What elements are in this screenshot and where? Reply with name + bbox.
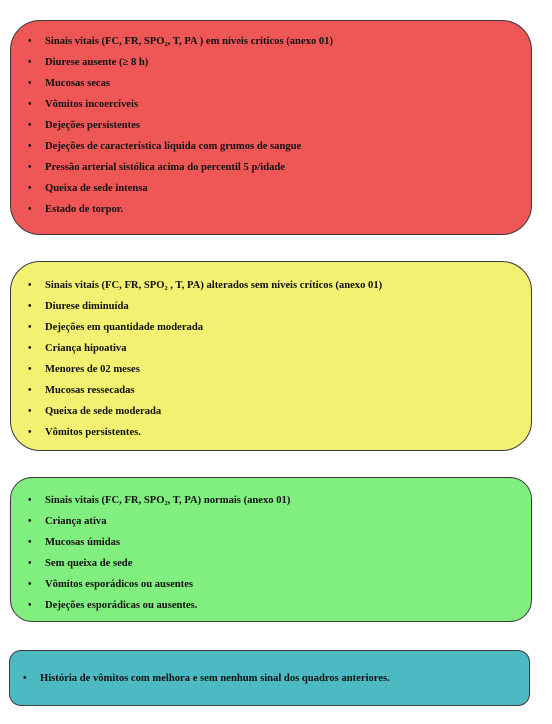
criteria-text: Pressão arterial sistólica acima do percentil 5 p/idade: [45, 162, 285, 173]
bullet-icon: •: [28, 537, 32, 548]
criteria-text: Sinais vitais (FC, FR, SPO₂ , T, PA) alterados sem níveis críticos (anexo 01): [45, 280, 383, 291]
criteria-text: Dejeções esporádicas ou ausentes.: [45, 600, 198, 611]
bullet-icon: •: [28, 301, 32, 312]
criteria-text: Mucosas secas: [45, 78, 111, 89]
criteria-text: Vômitos persistentes.: [45, 427, 141, 438]
criteria-text: Dejeções em quantidade moderada: [45, 322, 204, 333]
bullet-icon: •: [28, 385, 32, 396]
bullet-icon: •: [28, 204, 32, 215]
bullet-icon: •: [28, 406, 32, 417]
bullet-icon: •: [28, 322, 32, 333]
criteria-text: Queixa de sede moderada: [45, 406, 162, 417]
criteria-text: Sinais vitais (FC, FR, SPO₂, T, PA ) em níveis críticos (anexo 01): [45, 36, 334, 47]
criteria-text: Dejeções de característica líquida com grumos de sangue: [45, 141, 302, 152]
criteria-text: Mucosas ressecadas: [45, 385, 135, 396]
bullet-icon: •: [28, 343, 32, 354]
bullet-icon: •: [28, 183, 32, 194]
bullet-icon: •: [28, 364, 32, 375]
bullet-icon: •: [28, 36, 32, 47]
bullet-icon: •: [28, 495, 32, 506]
criteria-text: Mucosas úmidas: [45, 537, 121, 548]
red-criteria-box: [10, 20, 532, 235]
bullet-icon: •: [28, 141, 32, 152]
criteria-text: Queixa de sede intensa: [45, 183, 148, 194]
bullet-icon: •: [28, 280, 32, 291]
criteria-text: Vômitos incoercíveis: [45, 99, 139, 110]
criteria-text: Criança ativa: [45, 516, 107, 527]
bullet-icon: •: [23, 673, 27, 684]
bullet-icon: •: [28, 558, 32, 569]
yellow-criteria-box: [10, 261, 532, 451]
bullet-icon: •: [28, 427, 32, 438]
criteria-text: Diurese diminuída: [45, 301, 129, 312]
criteria-text: Menores de 02 meses: [45, 364, 140, 375]
criteria-text: Sem queixa de sede: [45, 558, 133, 569]
bullet-icon: •: [28, 99, 32, 110]
teal-criteria-box: [9, 650, 530, 706]
bullet-icon: •: [28, 579, 32, 590]
criteria-text: Estado de torpor.: [45, 204, 124, 215]
criteria-text: Dejeções persistentes: [45, 120, 141, 131]
bullet-icon: •: [28, 516, 32, 527]
bullet-icon: •: [28, 120, 32, 131]
criteria-text: Sinais vitais (FC, FR, SPO₂, T, PA) normais (anexo 01): [45, 495, 291, 506]
bullet-icon: •: [28, 57, 32, 68]
bullet-icon: •: [28, 600, 32, 611]
criteria-text: Vômitos esporádicos ou ausentes: [45, 579, 194, 590]
green-criteria-box: [10, 477, 532, 622]
criteria-text: Criança hipoativa: [45, 343, 127, 354]
bullet-icon: •: [28, 78, 32, 89]
criteria-text: História de vômitos com melhora e sem nenhum sinal dos quadros anteriores.: [40, 673, 390, 684]
criteria-text: Diurese ausente (≥ 8 h): [45, 57, 149, 68]
bullet-icon: •: [28, 162, 32, 173]
